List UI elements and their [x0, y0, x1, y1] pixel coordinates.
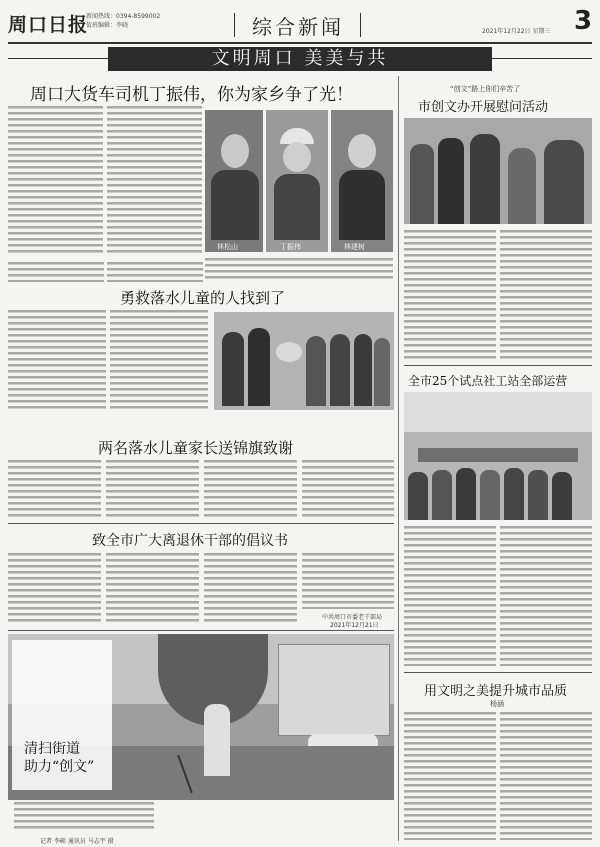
newspaper-logo: 周口日报	[8, 14, 89, 36]
article-text	[107, 262, 203, 282]
person-shape	[552, 472, 572, 520]
masthead-divider	[360, 13, 361, 37]
headline-truck-driver: 周口大货车司机丁振伟，你为家乡争了光！	[30, 85, 353, 105]
person-shape	[504, 468, 524, 520]
person-shape	[354, 334, 372, 406]
person-shape	[528, 470, 548, 520]
person-shape	[408, 472, 428, 520]
article-text	[404, 712, 496, 840]
photo-portrait	[331, 110, 393, 252]
article-text	[404, 526, 496, 666]
masthead-hotline: 新闻热线：0394-8599002	[86, 13, 161, 20]
article-text	[107, 106, 202, 256]
body-shape	[211, 170, 259, 240]
person-shape	[248, 328, 270, 406]
flowers-shape	[276, 342, 302, 362]
body-shape	[339, 170, 385, 240]
person-shape	[438, 138, 464, 224]
headline-banner-gift: 两名落水儿童家长送锦旗致谢	[98, 439, 294, 457]
photo-caption-line1: 清扫街道	[24, 741, 80, 757]
article-text	[302, 553, 394, 609]
article-text	[302, 460, 394, 520]
signature-date: 2021年12月21日	[330, 622, 379, 629]
photo-name-label: 丁振伟	[280, 243, 301, 251]
photo-group	[214, 312, 394, 410]
face-shape	[348, 134, 376, 168]
section-divider	[404, 365, 592, 366]
kicker-city-office: “创文”路上你们辛苦了	[450, 85, 521, 93]
person-shape	[480, 470, 500, 520]
person-shape	[432, 470, 452, 520]
masthead-meta	[86, 12, 160, 30]
caption-box	[12, 640, 112, 790]
section-title: 综合新闻	[252, 15, 344, 39]
article-text	[110, 310, 208, 410]
article-text	[404, 230, 496, 360]
person-shape	[306, 336, 326, 406]
article-text	[106, 553, 199, 625]
photo-caption-text	[14, 802, 154, 832]
person-shape	[374, 338, 390, 406]
article-text	[500, 712, 592, 840]
photo-portrait	[205, 110, 263, 252]
section-divider	[8, 630, 394, 631]
article-text	[8, 310, 106, 410]
headline-city-office: 市创文办开展慰问活动	[418, 100, 549, 115]
article-text	[8, 262, 104, 282]
article-text	[204, 460, 297, 520]
person-shape	[330, 334, 350, 406]
article-text	[8, 106, 103, 256]
headline-retirees: 致全市广大离退休干部的倡议书	[92, 533, 288, 549]
masthead	[8, 6, 592, 44]
article-text	[205, 258, 393, 282]
person-shape	[410, 144, 434, 224]
page-number: 3	[574, 6, 593, 36]
headline-workstations: 全市25个试点社工站全部运营	[408, 374, 568, 388]
photo-portrait	[266, 110, 328, 252]
article-text	[8, 460, 101, 520]
photo-workstations	[404, 392, 592, 520]
masthead-editor: 值班编辑：李晓	[86, 22, 129, 29]
photo-caption-line2: 助力“创文”	[24, 759, 95, 775]
article-text	[500, 230, 592, 360]
photo-city-office	[404, 118, 592, 224]
column-banner: 文明周口 美美与共	[108, 47, 492, 71]
ceiling-shape	[404, 392, 592, 432]
person-shape	[508, 148, 536, 224]
body-shape	[274, 174, 320, 240]
photo-name-label: 林松山	[217, 243, 238, 251]
banner-shape	[418, 448, 578, 462]
article-text	[500, 526, 592, 666]
masthead-divider	[234, 13, 235, 37]
column-divider	[398, 76, 399, 841]
signature-org: 中共周口市委老干部局	[322, 614, 383, 621]
headline-civic-beauty: 用文明之美提升城市品质	[424, 684, 568, 699]
face-shape	[221, 134, 249, 168]
person-shape	[222, 332, 244, 406]
article-text	[8, 553, 101, 625]
section-divider	[8, 523, 394, 524]
worker-shape	[204, 704, 230, 776]
photo-name-label: 林建树	[344, 243, 365, 251]
issue-date: 2021年12月22日 星期三	[482, 28, 551, 35]
face-shape	[283, 142, 311, 172]
person-shape	[456, 468, 476, 520]
person-shape	[470, 134, 500, 224]
article-text	[204, 553, 297, 625]
building-shape	[278, 644, 390, 736]
section-divider	[404, 672, 592, 673]
photo-credit: 记者 李硕 通讯员 马志宇 摄	[40, 838, 114, 845]
byline: 杨涵	[490, 700, 504, 708]
headline-rescue-hero: 勇救落水儿童的人找到了	[120, 289, 286, 307]
article-text	[106, 460, 199, 520]
person-shape	[544, 140, 584, 224]
